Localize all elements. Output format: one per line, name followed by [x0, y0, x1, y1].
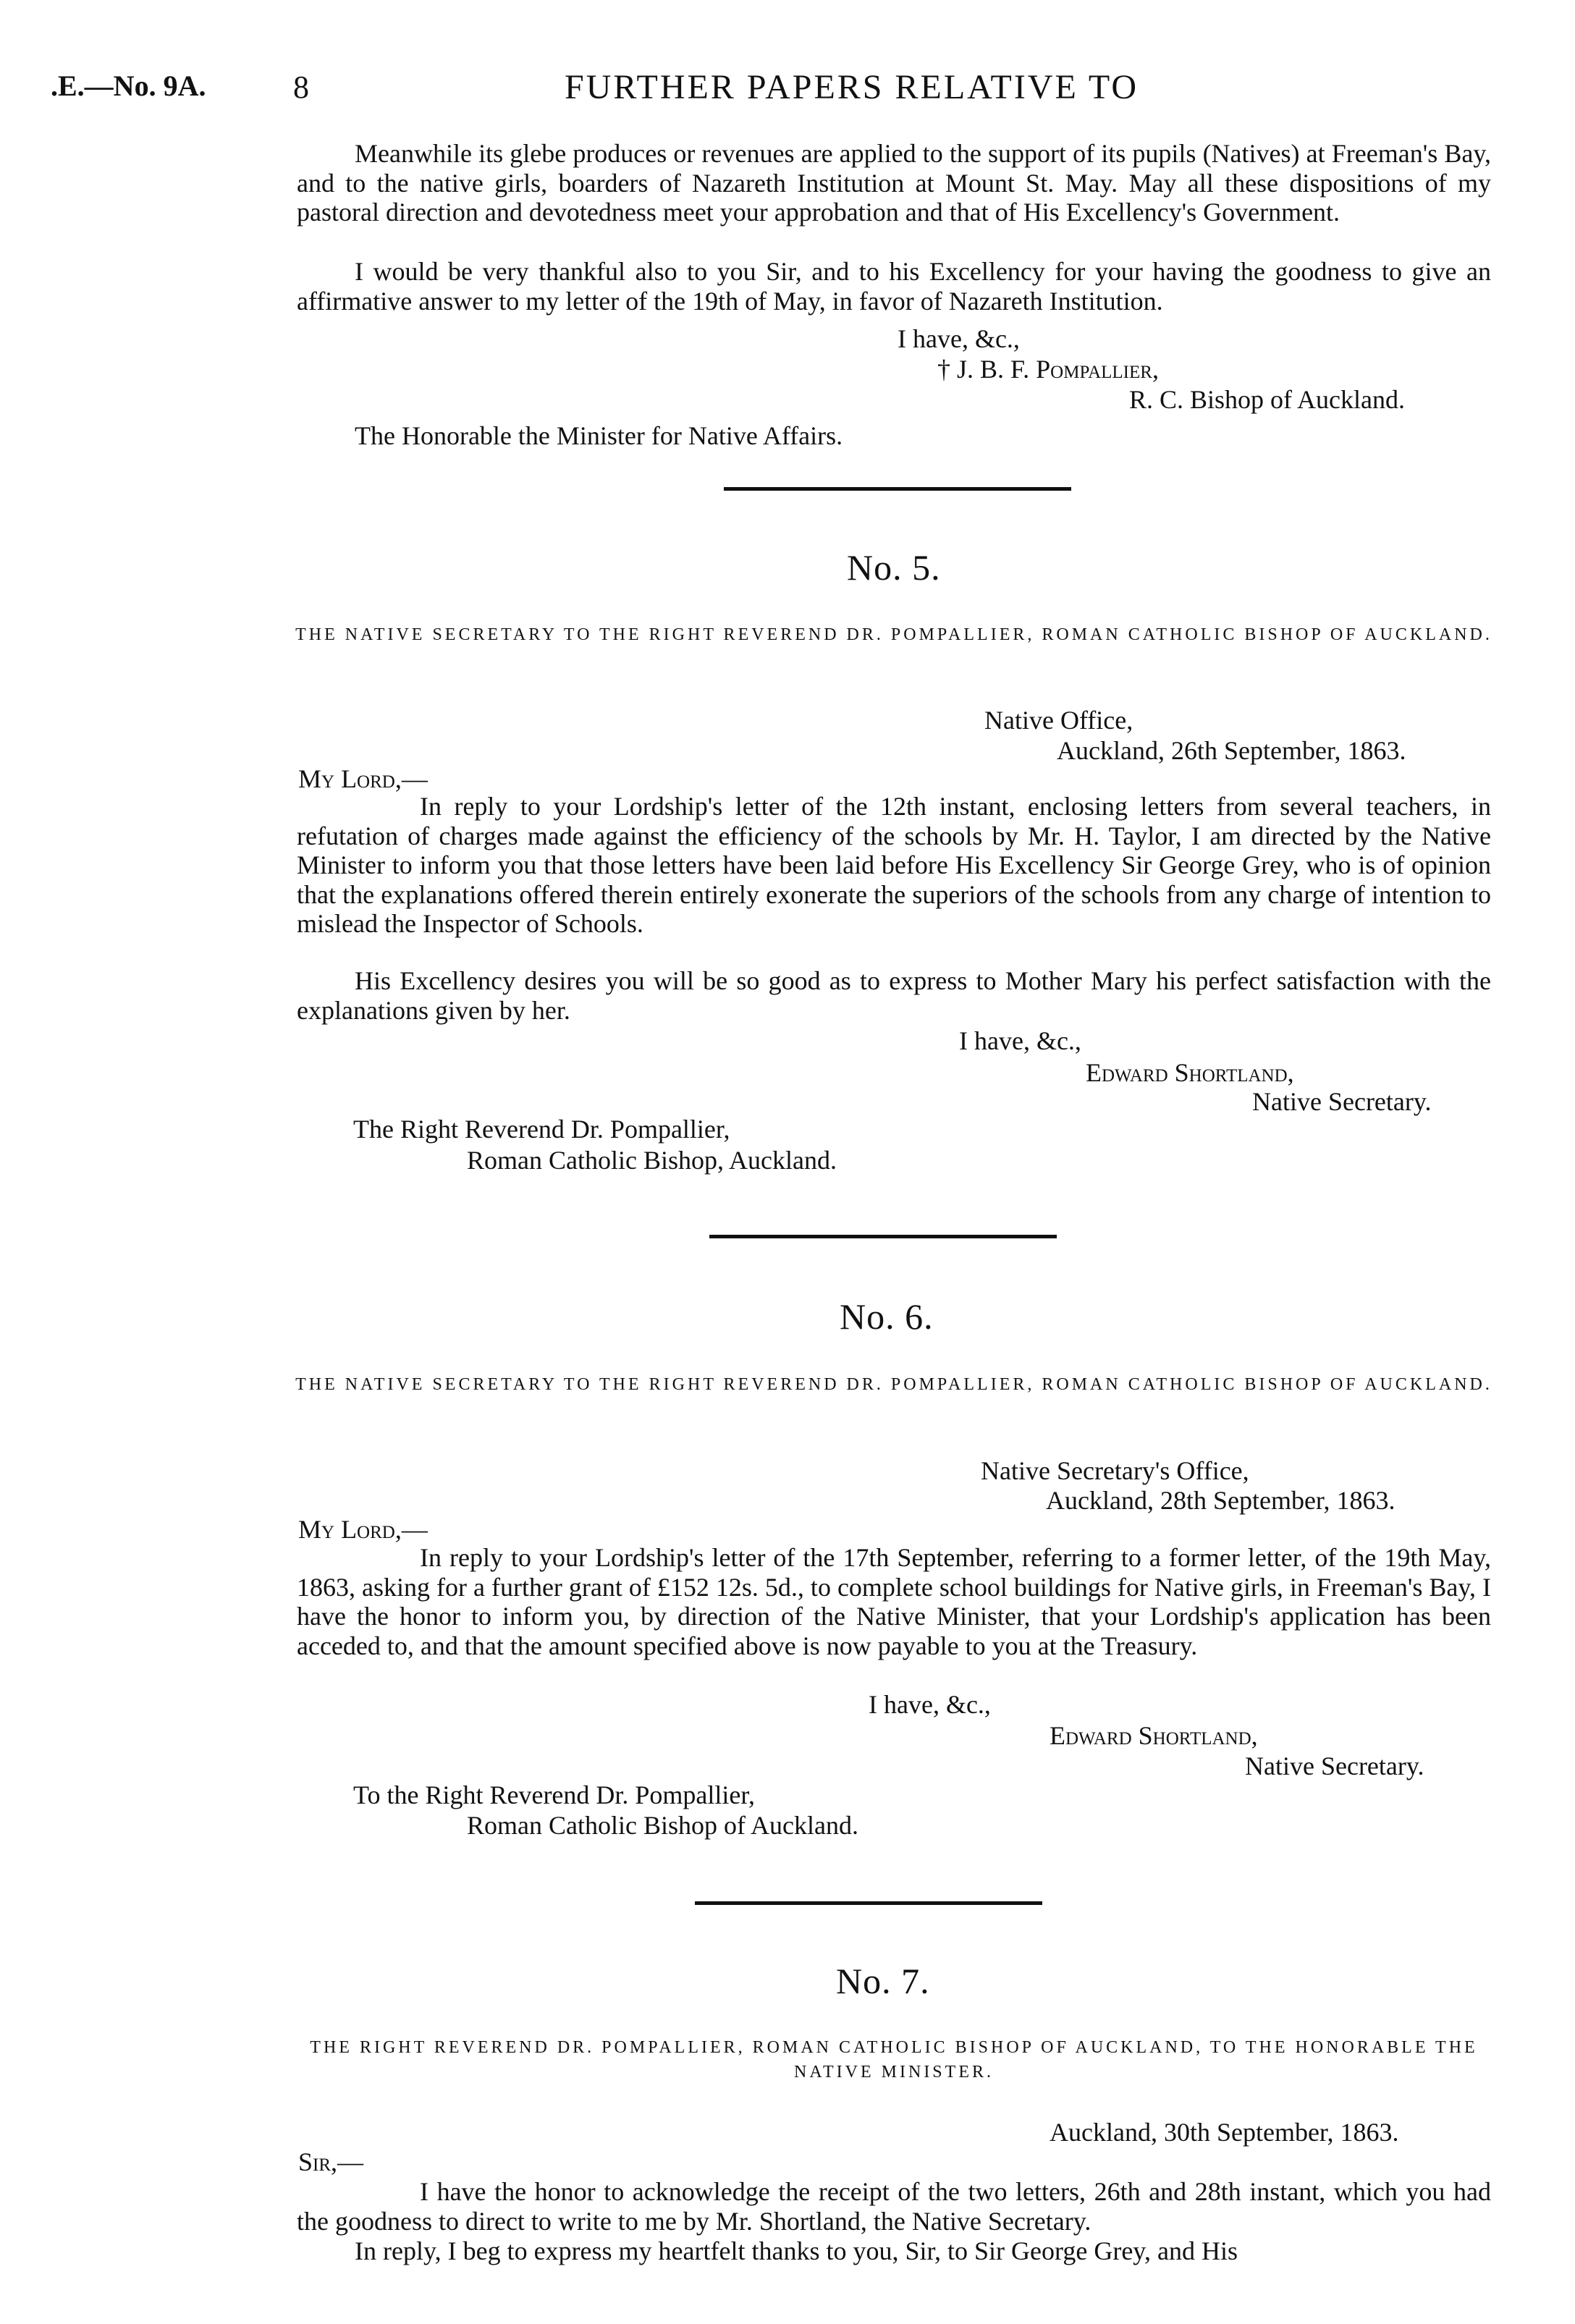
letter6-heading: THE NATIVE SECRETARY TO THE RIGHT REVEREND DR. POMPALLIER, ROMAN CATHOLIC BISHOP OF AUCKLAND. [295, 1375, 1492, 1394]
letter5-addressee-line1: The Right Reverend Dr. Pompallier, [353, 1115, 730, 1144]
letter6-addressee-line1: To the Right Reverend Dr. Pompallier, [353, 1780, 755, 1809]
letter6-signature: Edward Shortland, [1050, 1721, 1258, 1750]
letter5-paragraph-1: In reply to your Lordship's letter of the 12th instant, enclosing letters from several teachers, in refutation of charges made against the efficiency of the schools by Mr. H. Taylor, I am directed by the Native Minister to inform you that those letters have been laid before His Excellency Sir George Grey, who is of opinion that the explanations offered therein entirely exonerate the superiors of the schools from any charge of intention to mislead the Inspector of Schools. [297, 792, 1491, 938]
letter7-paragraph-1: I have the honor to acknowledge the receipt of the two letters, 26th and 28th instant, which you had the goodness to direct to write to me by Mr. Shortland, the Native Secretary. [297, 2177, 1491, 2236]
letter5-paragraph-2: His Excellency desires you will be so good as to express to Mother Mary his perfect satisfaction with the explanations given by her. [297, 966, 1491, 1025]
letter4-paragraph-1: Meanwhile its glebe produces or revenues are applied to the support of its pupils (Natives) at Freeman's Bay, and to the native girls, boarders of Nazareth Institution at Mount St. May. May all these dispositions of my pastoral direction and devotedness meet your approbation and that of His Excellency's Government. [297, 139, 1491, 227]
letter7-number: No. 7. [836, 1961, 930, 2001]
letter7-date: Auckland, 30th September, 1863. [1050, 2118, 1399, 2147]
letter5-date: Auckland, 26th September, 1863. [1057, 736, 1406, 765]
letter4-paragraph-2: I would be very thankful also to you Sir, and to his Excellency for your having the goodness to give an affirmative answer to my letter of the 19th of May, in favor of Nazareth Institution. [297, 257, 1491, 316]
letter5-addressee-line2: Roman Catholic Bishop, Auckland. [467, 1146, 837, 1175]
letter5-number: No. 5. [847, 547, 941, 588]
letter5-closing: I have, &c., [959, 1026, 1081, 1055]
letter6-date: Auckland, 28th September, 1863. [1046, 1486, 1395, 1515]
letter4-signature: † J. B. F. Pompallier, [937, 355, 1159, 384]
letter6-closing: I have, &c., [869, 1690, 991, 1719]
letter6-signature-title: Native Secretary. [1245, 1752, 1424, 1780]
document-reference: .E.—No. 9A. [51, 69, 206, 102]
section-divider [724, 487, 1071, 491]
letter6-number: No. 6. [840, 1296, 934, 1337]
letter6-addressee-line2: Roman Catholic Bishop of Auckland. [467, 1811, 858, 1840]
letter5-signature: Edward Shortland, [1086, 1058, 1294, 1087]
letter6-paragraph-1: In reply to your Lordship's letter of the 17th September, referring to a former letter, of the 19th May, 1863, asking for a further grant of £152 12s. 5d., to complete school buildings for Native girls, in Freeman's Bay, I have the honor to inform you, by direction of the Native Minister, that your Lordship's application has been acceded to, and that the amount specified above is now payable to you at the Treasury. [297, 1543, 1491, 1660]
letter4-closing: I have, &c., [898, 324, 1020, 353]
letter4-signature-title: R. C. Bishop of Auckland. [1129, 385, 1406, 414]
letter7-salutation: Sir,— [298, 2147, 364, 2176]
page-number: 8 [293, 69, 310, 105]
letter7-heading: THE RIGHT REVEREND DR. POMPALLIER, ROMAN CATHOLIC BISHOP OF AUCKLAND, TO THE HONORABLE THE NATIVE MINISTER. [310, 2038, 1478, 2082]
section-divider [695, 1901, 1042, 1905]
letter5-heading: THE NATIVE SECRETARY TO THE RIGHT REVEREND DR. POMPALLIER, ROMAN CATHOLIC BISHOP OF AUCKLAND. [295, 625, 1492, 644]
section-divider [709, 1235, 1057, 1238]
letter5-salutation: My Lord,— [298, 764, 428, 793]
letter4-addressee: The Honorable the Minister for Native Affairs. [355, 421, 843, 450]
letter6-salutation: My Lord,— [298, 1515, 428, 1544]
letter6-place: Native Secretary's Office, [981, 1456, 1249, 1485]
letter7-paragraph-2: In reply, I beg to express my heartfelt thanks to you, Sir, to Sir George Grey, and His [355, 2236, 1238, 2265]
running-title: FURTHER PAPERS RELATIVE TO [565, 68, 1139, 106]
letter5-signature-title: Native Secretary. [1252, 1087, 1432, 1116]
letter5-place: Native Office, [984, 706, 1133, 735]
